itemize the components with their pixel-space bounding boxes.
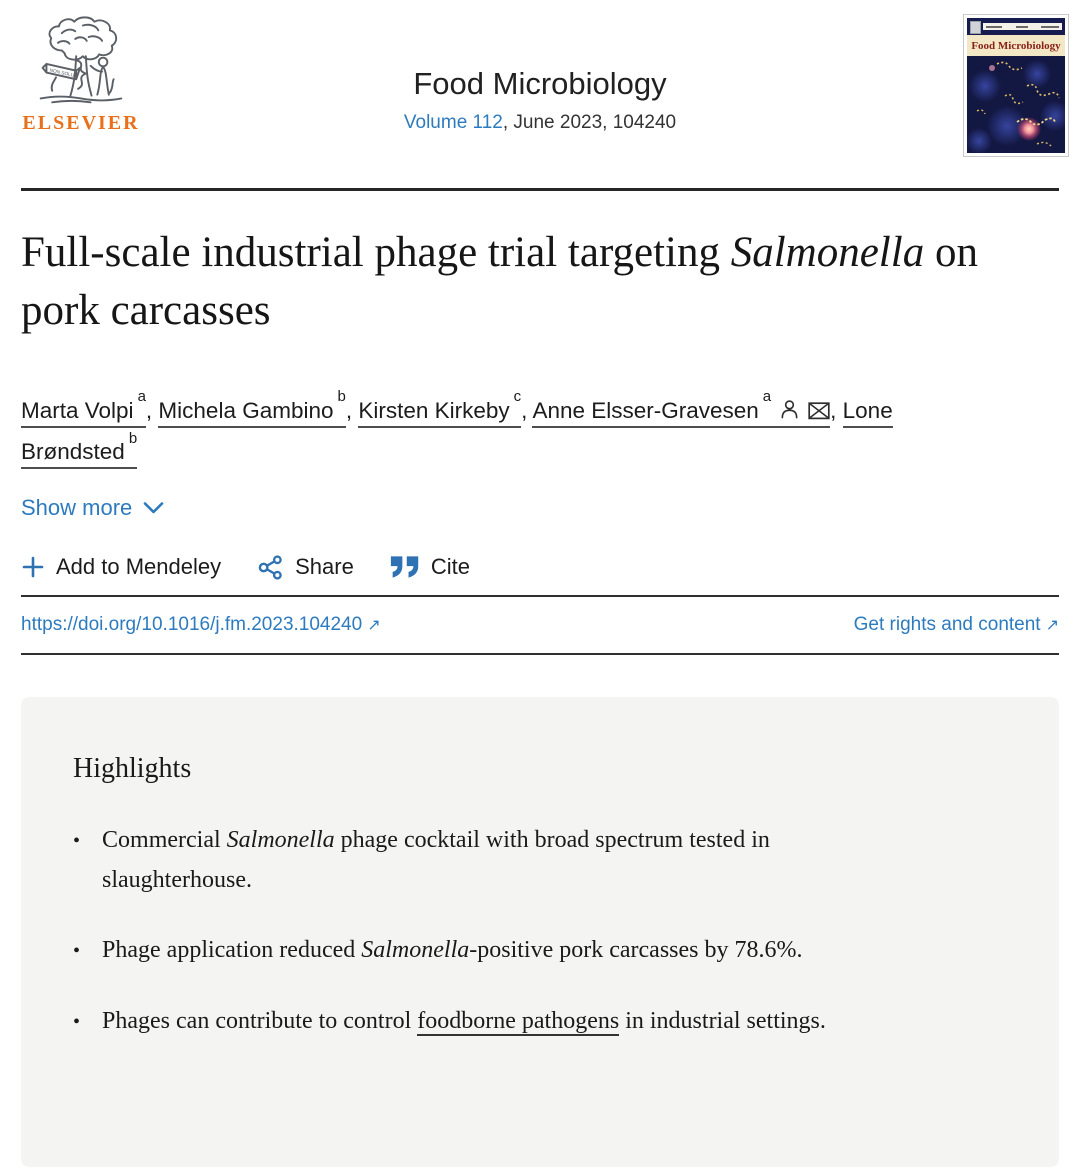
doi-text: https://doi.org/10.1016/j.fm.2023.104240: [21, 613, 363, 635]
plus-icon: [21, 555, 45, 579]
author-affiliation-sup: b: [337, 388, 346, 406]
article-action-bar: [21, 554, 1059, 581]
publisher-wordmark: ELSEVIER: [22, 112, 140, 134]
cover-masthead-strip: [983, 23, 1062, 30]
author-link[interactable]: [358, 388, 522, 428]
envelope-icon[interactable]: [808, 402, 830, 420]
author-affiliation-sup: b: [128, 429, 138, 447]
get-rights-text: Get rights and content: [853, 613, 1041, 635]
show-more-label: Show more: [21, 494, 133, 520]
author-name: Michela Gambino: [158, 397, 334, 423]
title-italic-text: Salmonella: [730, 229, 925, 276]
quote-icon: [390, 555, 420, 579]
header-divider: [21, 188, 1059, 191]
external-link-arrow-icon: ↗: [1045, 614, 1059, 634]
elsevier-logo[interactable]: [21, 14, 141, 135]
author-separator: ,: [345, 397, 359, 423]
volume-link[interactable]: Volume 112: [403, 112, 503, 133]
journal-cover-art: [967, 18, 1065, 153]
share-network-icon: [257, 554, 284, 581]
title-text: on pork carcasses: [21, 229, 978, 335]
highlight-item: [73, 931, 903, 971]
article-title: [21, 224, 1011, 341]
highlight-item: [73, 1002, 903, 1042]
cite-label: Cite: [430, 554, 470, 580]
author-name: Marta Volpi: [21, 397, 134, 423]
bullet-marker: •: [73, 1011, 81, 1034]
chevron-down-icon: [143, 501, 164, 515]
doi-link[interactable]: [21, 614, 381, 636]
author-name: Lone Brøndsted: [21, 397, 893, 465]
add-to-mendeley-button[interactable]: [21, 554, 221, 580]
get-rights-link[interactable]: [854, 614, 1059, 636]
issue-line: [404, 112, 676, 134]
author-separator: ,: [145, 397, 159, 423]
share-button[interactable]: [257, 554, 354, 581]
bullet-marker: •: [73, 940, 81, 963]
author-separator: ,: [521, 397, 533, 423]
highlight-text: Phages can contribute to control foodborne pathogens in industrial settings.: [102, 1008, 826, 1035]
author-link[interactable]: [21, 388, 146, 428]
author-link-corresponding[interactable]: [532, 388, 830, 428]
author-name: Kirsten Kirkeby: [358, 397, 510, 423]
add-to-mendeley-label: Add to Mendeley: [56, 554, 222, 580]
journal-info: [404, 66, 676, 134]
author-affiliation-sup: c: [513, 388, 522, 406]
author-affiliation-sup: a: [137, 388, 146, 406]
author-name: Anne Elsser-Gravesen: [532, 397, 759, 423]
cover-micrograph-image: [967, 56, 1065, 153]
highlight-item: [73, 821, 903, 901]
external-link-arrow-icon: ↗: [367, 614, 381, 634]
title-text: Full-scale industrial phage trial targeting: [21, 229, 731, 276]
author-separator: ,: [830, 397, 843, 423]
highlight-text: Phage application reduced Salmonella-positive pork carcasses by 78.6%.: [102, 937, 803, 964]
highlights-panel: [21, 697, 1059, 1167]
doi-bar: [21, 595, 1059, 655]
show-more-button[interactable]: [21, 495, 164, 521]
journal-cover-thumbnail[interactable]: [963, 14, 1069, 157]
logo-banner-text: NON SOLUS: [48, 68, 78, 80]
author-affiliation-sup: a: [762, 388, 772, 406]
article-main: [0, 224, 1080, 1167]
author-link[interactable]: [158, 388, 346, 428]
cover-publisher-mini-logo: [970, 21, 981, 34]
journal-header: [0, 0, 1080, 188]
highlights-list: [73, 821, 999, 1043]
person-icon[interactable]: [779, 399, 800, 420]
elsevier-tree-icon: [33, 14, 129, 110]
cite-button[interactable]: [390, 554, 470, 580]
author-list: [21, 390, 973, 473]
foodborne-pathogens-link[interactable]: foodborne pathogens: [417, 1008, 620, 1035]
journal-title-link[interactable]: Food Microbiology: [413, 66, 667, 101]
cover-journal-title: Food Microbiology: [967, 35, 1065, 56]
highlights-heading: Highlights: [73, 752, 192, 784]
bullet-marker: •: [73, 829, 81, 852]
issue-date-article-number: , June 2023, 104240: [502, 112, 677, 133]
highlight-text: Commercial Salmonella phage cocktail with broad spectrum tested in slaughterhouse.: [102, 826, 770, 893]
share-label: Share: [295, 554, 354, 580]
